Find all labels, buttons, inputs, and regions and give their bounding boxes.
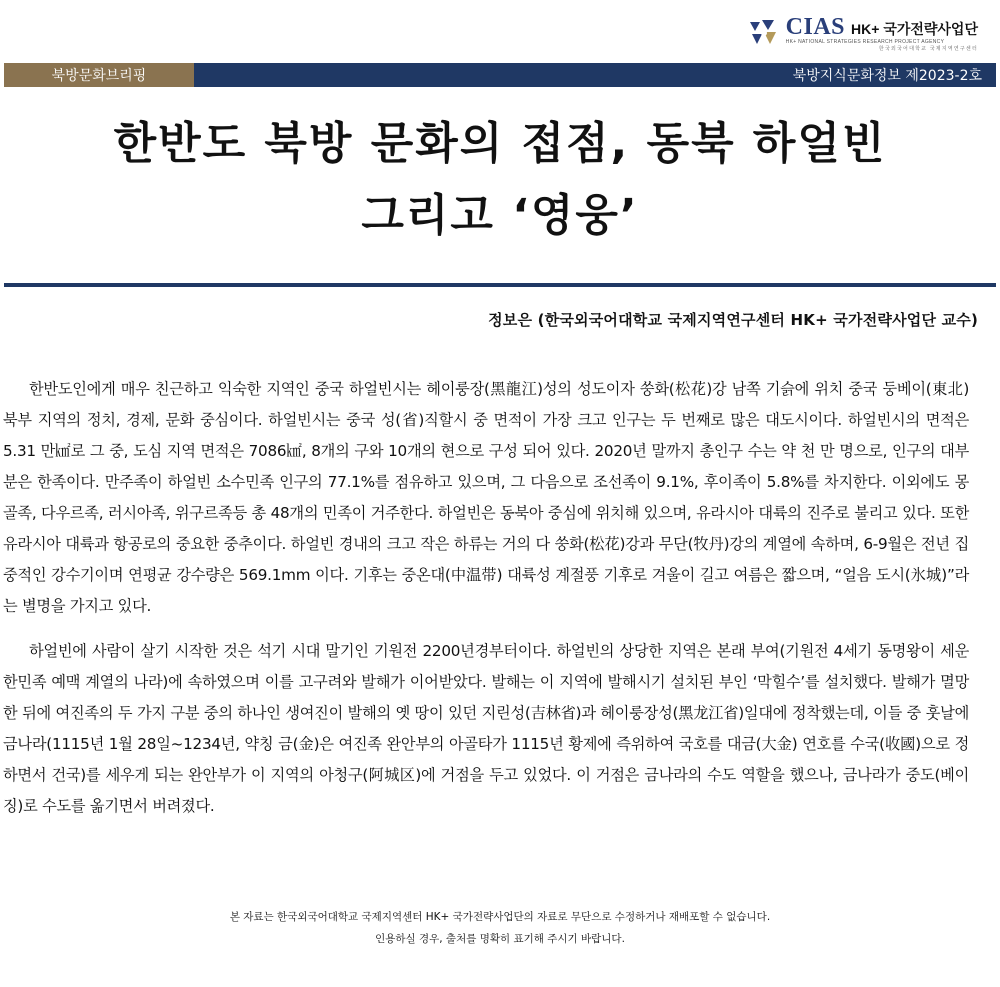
footer-line-1: 본 자료는 한국외국어대학교 국제지역센터 HK+ 국가전략사업단의 자료로 무단으로 수정하거나 재배포할 수 없습니다. xyxy=(229,911,771,923)
issue-label: 북방지식문화정보 제2023-2호 xyxy=(194,63,996,87)
logo-cias-text: CIAS xyxy=(785,14,846,40)
logo-mark-icon xyxy=(748,18,780,48)
copyright-footer xyxy=(0,906,1000,950)
article-body xyxy=(3,374,969,836)
title-divider xyxy=(4,283,996,287)
document-title xyxy=(0,108,1000,252)
title-line-2: 그리고 ‘영웅’ xyxy=(361,190,639,241)
agency-logo xyxy=(748,14,978,52)
author-byline: 정보은 (한국외국어대학교 국제지역연구센터 HK+ 국가전략사업단 교수) xyxy=(488,311,978,329)
paragraph-1: 한반도인에게 매우 친근하고 익숙한 지역인 중국 하얼빈시는 헤이룽장(黑龍江)성의 성도이자 쑹화(松花)강 남쪽 기슭에 위치 중국 둥베이(東北) 북부 지역의 정치, 경제, 문화 중심이다. 하얼빈시는 중국 성(省)직할시 중 면적이 가장 크고 인구는 두 번째로 많은 대도시이다. 하얼빈시의 면적은 5.31 만㎢로 그 중, 도심 지역 면적은 7086㎢, 8개의 구와 10개의 현으로 구성 되어 있다. 2020년 말까지 총인구 수는 약 천 만 명으로, 인구의 대부분은 한족이다. 만주족이 하얼빈 소수민족 인구의 77.1%를 점유하고 있으며, 그 다음으로 조선족이 9.1%, 후이족이 5.8%를 차지한다. 이외에도 몽골족, 다우르족, 러시아족, 위구르족등 총 48개의 민족이 거주한다. 하얼빈은 동북아 중심에 위치해 있으며, 유라시아 대륙의 진주로 불리고 있다. 또한 유라시아 대륙과 항공로의 중요한 중추이다. 하얼빈 경내의 크고 작은 하류는 거의 다 쑹화(松花)강과 무단(牧丹)강의 계열에 속하며, 6-9월은 전년 집중적인 강수기이며 연평균 강수량은 569.1mm 이다. 기후는 중온대(中温带) 대륙성 계절풍 기후로 겨울이 길고 여름은 짧으며, “얼음 도시(氷城)”라는 별명을 가지고 있다. xyxy=(3,380,969,615)
logo-korean-subtitle: 한국외국어대학교 국제지역연구센터 xyxy=(878,46,978,52)
footer-line-2: 인용하실 경우, 출처를 명확히 표기해 주시기 바랍니다. xyxy=(375,933,625,945)
logo-english-subtitle: HK+ NATIONAL STRATEGIES RESEARCH PROJECT AGENCY xyxy=(785,39,945,45)
category-label: 북방문화브리핑 xyxy=(4,63,194,87)
logo-hk-text: HK+ 국가전략사업단 xyxy=(851,21,978,37)
title-line-1: 한반도 북방 문화의 접점, 동북 하얼빈 xyxy=(113,118,887,169)
header-bar xyxy=(4,63,996,87)
paragraph-2: 하얼빈에 사람이 살기 시작한 것은 석기 시대 말기인 기원전 2200년경부터이다. 하얼빈의 상당한 지역은 본래 부여(기원전 4세기 동명왕이 세운 한민족 예맥 계열의 나라)에 속하였으며 이를 고구려와 발해가 이어받았다. 발해는 이 지역에 발해시기 설치된 부인 ‘막힐수’를 설치했다. 발해가 멸망한 뒤에 여진족의 두 가지 구분 중의 하나인 생여진이 발해의 옛 땅이 있던 지린성(吉林省)과 헤이룽장성(黑龙江省)일대에 정착했는데, 이들 중 훗날에 금나라(1115년 1월 28일~1234년, 약칭 금(金)은 여진족 완안부의 아골타가 1115년 황제에 즉위하여 국호를 대금(大金) 연호를 수국(收國)으로 정하면서 건국)를 세우게 되는 완안부가 이 지역의 아청구(阿城区)에 거점을 두고 있었다. 이 거점은 금나라의 수도 역할을 했으나, 금나라가 중도(베이징)로 수도를 옮기면서 버려졌다. xyxy=(3,642,969,815)
